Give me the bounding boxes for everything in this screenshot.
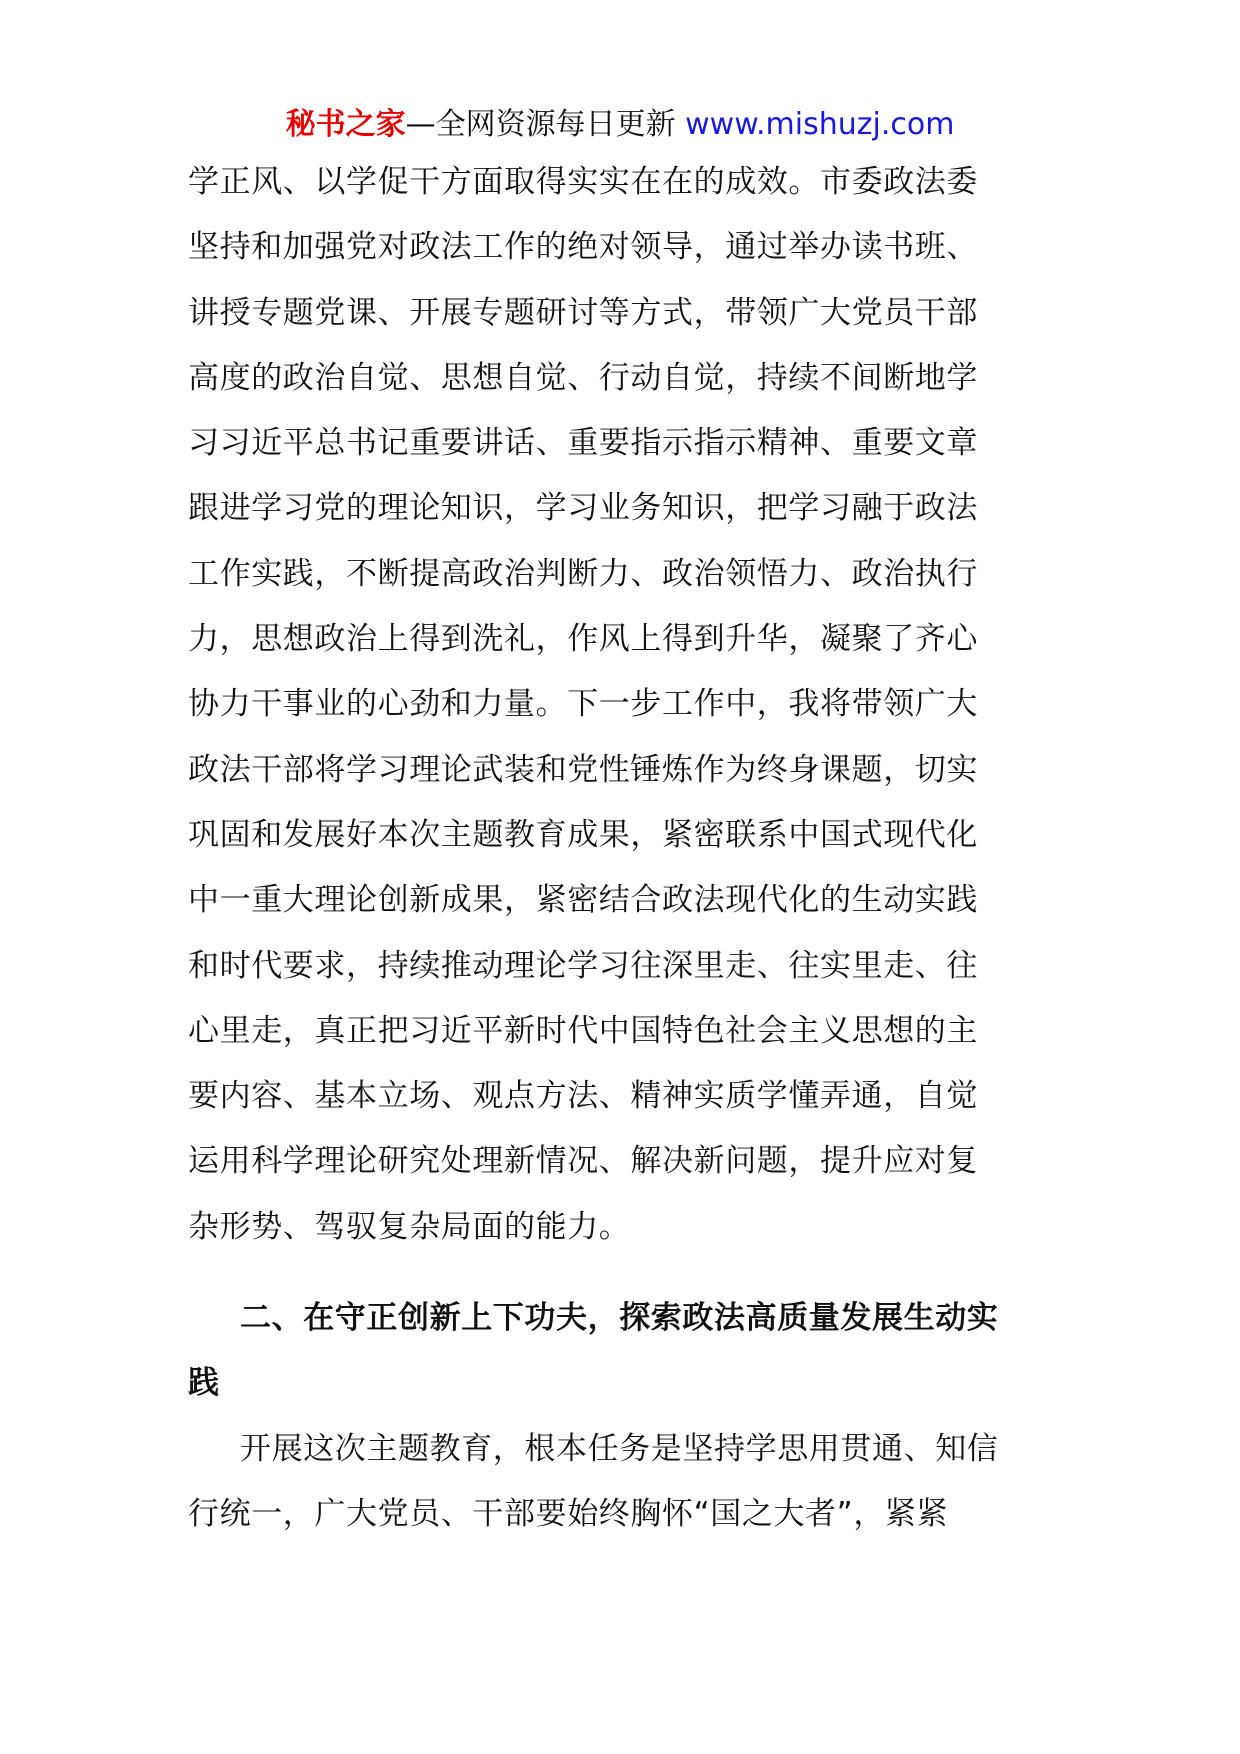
body-line: 运用科学理论研究处理新情况、解决新问题，提升应对复	[188, 1143, 978, 1180]
watermark-header	[0, 103, 1240, 147]
body-line: 讲授专题党课、开展专题研讨等方式，带领广大党员干部	[188, 294, 978, 331]
section-heading-continued: 践	[188, 1365, 220, 1402]
paragraph-first-line: 开展这次主题教育，根本任务是坚持学思用贯通、知信	[240, 1430, 999, 1467]
document-body	[188, 162, 1052, 1559]
body-line: 工作实践，不断提高政治判断力、政治领悟力、政治执行	[188, 555, 978, 592]
body-line: 坚持和加强党对政法工作的绝对领导，通过举办读书班、	[188, 229, 978, 266]
body-line: 习习近平总书记重要讲话、重要指示指示精神、重要文章	[188, 425, 978, 462]
body-line: 跟进学习党的理论知识，学习业务知识，把学习融于政法	[188, 490, 978, 527]
body-line: 力，思想政治上得到洗礼，作风上得到升华，凝聚了齐心	[188, 621, 978, 658]
watermark-brand: 秘书之家	[285, 107, 406, 142]
body-line: 中一重大理论创新成果，紧密结合政法现代化的生动实践	[188, 882, 978, 919]
body-line: 杂形势、驾驭复杂局面的能力。	[188, 1208, 631, 1245]
body-line: 和时代要求，持续推动理论学习往深里走、往实里走、往	[188, 947, 978, 984]
body-line: 行统一，广大党员、干部要始终胸怀“国之大者”，紧紧	[188, 1495, 949, 1532]
watermark-slogan: —全网资源每日更新	[405, 107, 686, 142]
body-line: 要内容、基本立场、观点方法、精神实质学懂弄通，自觉	[188, 1078, 978, 1115]
body-line: 高度的政治自觉、思想自觉、行动自觉，持续不间断地学	[188, 359, 978, 396]
watermark-url[interactable]: www.mishuzj.com	[685, 107, 955, 142]
body-line: 学正风、以学促干方面取得实实在在的成效。市委政法委	[188, 164, 978, 200]
body-line: 政法干部将学习理论武装和党性锤炼作为终身课题，切实	[188, 751, 978, 788]
section-heading: 二、在守正创新上下功夫，探索政法高质量发展生动实	[240, 1300, 999, 1337]
body-line: 协力干事业的心劲和力量。下一步工作中，我将带领广大	[188, 686, 978, 723]
body-line: 巩固和发展好本次主题教育成果，紧密联系中国式现代化	[188, 816, 978, 853]
body-line: 心里走，真正把习近平新时代中国特色社会主义思想的主	[188, 1012, 978, 1049]
